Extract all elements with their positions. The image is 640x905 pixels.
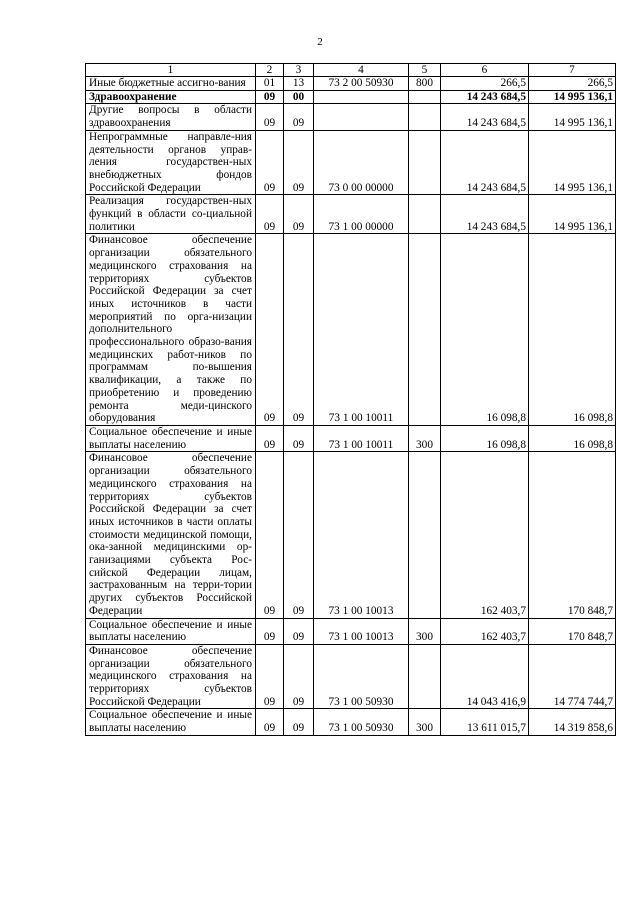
row-name-cell: Финансовое обеспечение организации обязательного медицинского страхования на территориях субъектов Российской Федерации за счет иных источников в части оплаты стоимости медицинской помощи, ока-занной медицинскими ор-ганизациями субъекта Рос-сийской Федерации лицам, застрахованным на терри-тории других субъектов Российской Федерации (86, 452, 256, 618)
table-row (86, 90, 616, 104)
target-article-cell: 73 1 00 50930 (314, 709, 409, 735)
target-article-cell: 73 1 00 10013 (314, 618, 409, 644)
target-article-cell: 73 1 00 50930 (314, 644, 409, 709)
row-name-cell: Другие вопросы в области здравоохранения (86, 104, 256, 130)
section-code-cell: 09 (256, 452, 284, 618)
expense-type-cell (409, 104, 441, 130)
amount-year1-cell: 16 098,8 (441, 234, 529, 426)
subsection-code-cell: 09 (284, 425, 314, 451)
subsection-code-cell: 09 (284, 618, 314, 644)
section-code-cell: 09 (256, 130, 284, 195)
section-code-cell: 09 (256, 644, 284, 709)
amount-year2-cell: 16 098,8 (529, 425, 616, 451)
amount-year2-cell: 170 848,7 (529, 452, 616, 618)
amount-year1-cell: 14 243 684,5 (441, 195, 529, 234)
expense-type-cell: 800 (409, 77, 441, 91)
amount-year1-cell: 14 243 684,5 (441, 130, 529, 195)
amount-year1-cell: 14 243 684,5 (441, 104, 529, 130)
subsection-code-cell: 09 (284, 130, 314, 195)
column-header: 1 (86, 64, 256, 77)
table-row (86, 425, 616, 451)
table-row (86, 77, 616, 91)
section-code-cell: 09 (256, 425, 284, 451)
subsection-code-cell: 09 (284, 644, 314, 709)
amount-year2-cell: 16 098,8 (529, 234, 616, 426)
amount-year1-cell: 14 043 416,9 (441, 644, 529, 709)
amount-year2-cell: 14 995 136,1 (529, 90, 616, 104)
section-code-cell: 09 (256, 104, 284, 130)
amount-year2-cell: 14 774 744,7 (529, 644, 616, 709)
subsection-code-cell: 09 (284, 195, 314, 234)
table-row (86, 452, 616, 618)
column-header: 2 (256, 64, 284, 77)
subsection-code-cell: 00 (284, 90, 314, 104)
table-row (86, 234, 616, 426)
expense-type-cell (409, 90, 441, 104)
expense-type-cell: 300 (409, 709, 441, 735)
amount-year2-cell: 14 995 136,1 (529, 195, 616, 234)
table-row (86, 195, 616, 234)
target-article-cell: 73 1 00 10011 (314, 425, 409, 451)
section-code-cell: 09 (256, 195, 284, 234)
column-header: 3 (284, 64, 314, 77)
expense-type-cell (409, 234, 441, 426)
row-name-cell: Финансовое обеспечение организации обязательного медицинского страхования на территориях субъектов Российской Федерации (86, 644, 256, 709)
section-code-cell: 09 (256, 234, 284, 426)
expense-type-cell (409, 195, 441, 234)
target-article-cell: 73 1 00 00000 (314, 195, 409, 234)
row-name-cell: Здравоохранение (86, 90, 256, 104)
section-code-cell: 09 (256, 618, 284, 644)
page-number: 2 (317, 36, 323, 48)
row-name-cell: Социальное обеспечение и иные выплаты населению (86, 425, 256, 451)
amount-year2-cell: 14 319 858,6 (529, 709, 616, 735)
row-name-cell: Социальное обеспечение и иные выплаты населению (86, 709, 256, 735)
target-article-cell: 73 0 00 00000 (314, 130, 409, 195)
amount-year1-cell: 266,5 (441, 77, 529, 91)
table-row (86, 104, 616, 130)
section-code-cell: 09 (256, 90, 284, 104)
section-code-cell: 09 (256, 709, 284, 735)
table-row (86, 130, 616, 195)
amount-year2-cell: 170 848,7 (529, 618, 616, 644)
budget-table (85, 63, 616, 736)
target-article-cell (314, 90, 409, 104)
subsection-code-cell: 09 (284, 709, 314, 735)
amount-year1-cell: 13 611 015,7 (441, 709, 529, 735)
expense-type-cell: 300 (409, 425, 441, 451)
row-name-cell: Непрограммные направле-ния деятельности органов управ-ления государствен-ных внебюджетных фондов Российской Федерации (86, 130, 256, 195)
amount-year2-cell: 14 995 136,1 (529, 104, 616, 130)
amount-year2-cell: 266,5 (529, 77, 616, 91)
section-code-cell: 01 (256, 77, 284, 91)
expense-type-cell (409, 130, 441, 195)
expense-type-cell (409, 644, 441, 709)
column-header: 4 (314, 64, 409, 77)
row-name-cell: Реализация государствен-ных функций в области со-циальной политики (86, 195, 256, 234)
subsection-code-cell: 09 (284, 104, 314, 130)
row-name-cell: Финансовое обеспечение организации обязательного медицинского страхования на территориях субъектов Российской Федерации за счет иных источников в части мероприятий по орга-низации дополнительного профессионального образо-вания медицинских работ-ников по программам по-вышения квалификации, а также по приобретению и проведению ремонта меди-цинского оборудования (86, 234, 256, 426)
subsection-code-cell: 09 (284, 234, 314, 426)
target-article-cell: 73 1 00 10013 (314, 452, 409, 618)
amount-year1-cell: 16 098,8 (441, 425, 529, 451)
column-header: 5 (409, 64, 441, 77)
column-number-header-row (86, 64, 616, 77)
amount-year1-cell: 162 403,7 (441, 452, 529, 618)
subsection-code-cell: 13 (284, 77, 314, 91)
column-header: 7 (529, 64, 616, 77)
amount-year2-cell: 14 995 136,1 (529, 130, 616, 195)
target-article-cell: 73 2 00 50930 (314, 77, 409, 91)
amount-year1-cell: 14 243 684,5 (441, 90, 529, 104)
target-article-cell (314, 104, 409, 130)
row-name-cell: Социальное обеспечение и иные выплаты населению (86, 618, 256, 644)
table-row (86, 644, 616, 709)
column-header: 6 (441, 64, 529, 77)
table-row (86, 618, 616, 644)
table-row (86, 709, 616, 735)
subsection-code-cell: 09 (284, 452, 314, 618)
expense-type-cell (409, 452, 441, 618)
expense-type-cell: 300 (409, 618, 441, 644)
target-article-cell: 73 1 00 10011 (314, 234, 409, 426)
row-name-cell: Иные бюджетные ассигно-вания (86, 77, 256, 91)
amount-year1-cell: 162 403,7 (441, 618, 529, 644)
